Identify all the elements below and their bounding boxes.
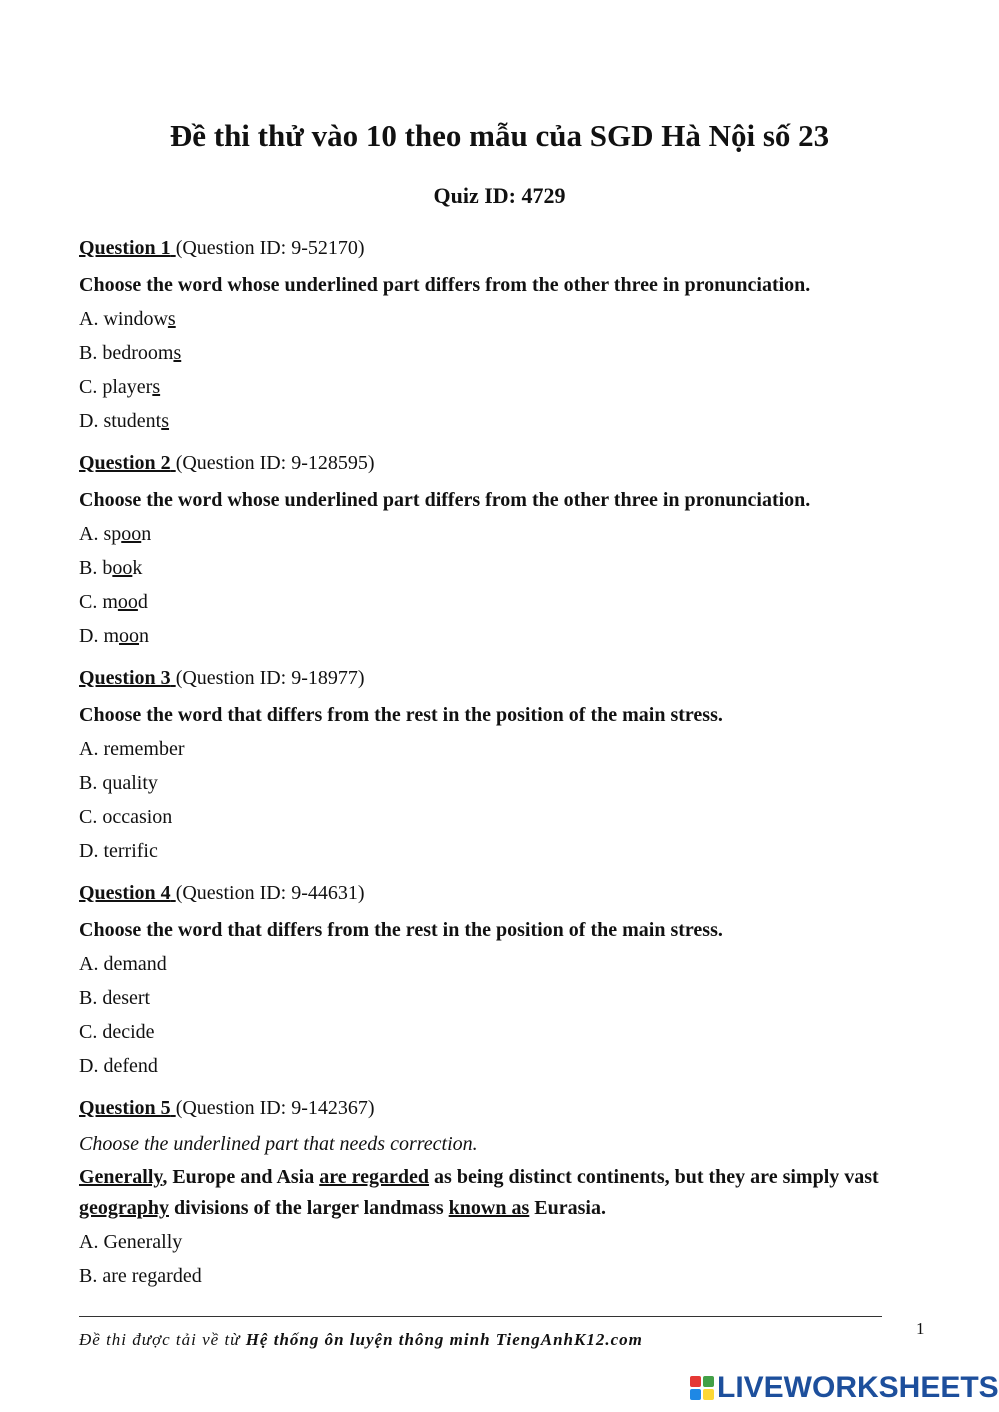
question-id: (Question ID: 9-44631) — [175, 882, 365, 904]
logo-text: LIVEWORKSHEETS — [717, 1371, 999, 1404]
option-d[interactable]: D. defend — [79, 1055, 158, 1077]
option-a[interactable]: A. demand — [79, 953, 167, 975]
option-d[interactable]: D. moon — [79, 625, 150, 647]
page-title: Đề thi thử vào 10 theo mẫu của SGD Hà Nội số 23 — [169, 118, 830, 153]
option-a[interactable]: A. Generally — [79, 1231, 183, 1253]
option-d[interactable]: D. terrific — [79, 840, 158, 862]
underlined-part-a: Generally — [79, 1166, 163, 1188]
option-a[interactable]: A. windows — [79, 308, 176, 330]
question-label: Question 1 — [79, 237, 171, 259]
question-5-header — [79, 1098, 919, 1118]
option-b[interactable]: B. bedrooms — [79, 342, 182, 364]
option-b[interactable]: B. quality — [79, 772, 158, 794]
question-id: (Question ID: 9-128595) — [175, 452, 375, 474]
question-instruction: Choose the word whose underlined part differs from the other three in pronunciation. — [79, 489, 811, 511]
option-d[interactable]: D. students — [79, 410, 170, 432]
question-instruction: Choose the word that differs from the rest in the position of the main stress. — [79, 919, 723, 941]
question-label: Question 3 — [79, 667, 171, 689]
question-instruction: Choose the word whose underlined part differs from the other three in pronunciation. — [79, 274, 811, 296]
question-1-header — [79, 238, 919, 258]
option-b[interactable]: B. are regarded — [79, 1265, 202, 1287]
option-c[interactable]: C. mood — [79, 591, 148, 613]
question-instruction: Choose the word that differs from the rest in the position of the main stress. — [79, 704, 723, 726]
footer-divider — [79, 1316, 882, 1317]
page-number: 1 — [916, 1319, 925, 1338]
question-label: Question 2 — [79, 452, 171, 474]
option-b[interactable]: B. book — [79, 557, 143, 579]
underlined-part-c: geography — [79, 1197, 169, 1219]
logo-icon — [690, 1376, 714, 1400]
question-2-header — [79, 453, 919, 473]
footer-source: Hệ thống ôn luyện thông minh TiengAnhK12.com — [245, 1330, 643, 1349]
option-b[interactable]: B. desert — [79, 987, 151, 1009]
question-id: (Question ID: 9-18977) — [175, 667, 365, 689]
question-label: Question 5 — [79, 1097, 171, 1119]
question-4-header — [79, 883, 919, 903]
quiz-id: Quiz ID: 4729 — [433, 183, 566, 208]
option-c[interactable]: C. players — [79, 376, 161, 398]
underlined-part-b: are regarded — [319, 1166, 430, 1188]
error-sentence: Generally, Europe and Asia are regarded as being distinct continents, but they are simply vast geography divisions of the larger landmass known as Eurasia. — [79, 1166, 879, 1219]
liveworksheets-logo[interactable] — [690, 1372, 999, 1404]
footer-note: Đề thi được tải về từ Hệ thống ôn luyện thông minh TiengAnhK12.com — [79, 1330, 643, 1349]
question-label: Question 4 — [79, 882, 171, 904]
question-id: (Question ID: 9-52170) — [175, 237, 365, 259]
question-3-header — [79, 668, 919, 688]
option-a[interactable]: A. spoon — [79, 523, 152, 545]
option-c[interactable]: C. occasion — [79, 806, 173, 828]
question-instruction: Choose the underlined part that needs correction. — [79, 1133, 478, 1155]
option-a[interactable]: A. remember — [79, 738, 185, 760]
question-id: (Question ID: 9-142367) — [175, 1097, 375, 1119]
option-c[interactable]: C. decide — [79, 1021, 155, 1043]
underlined-part-d: known as — [448, 1197, 530, 1219]
